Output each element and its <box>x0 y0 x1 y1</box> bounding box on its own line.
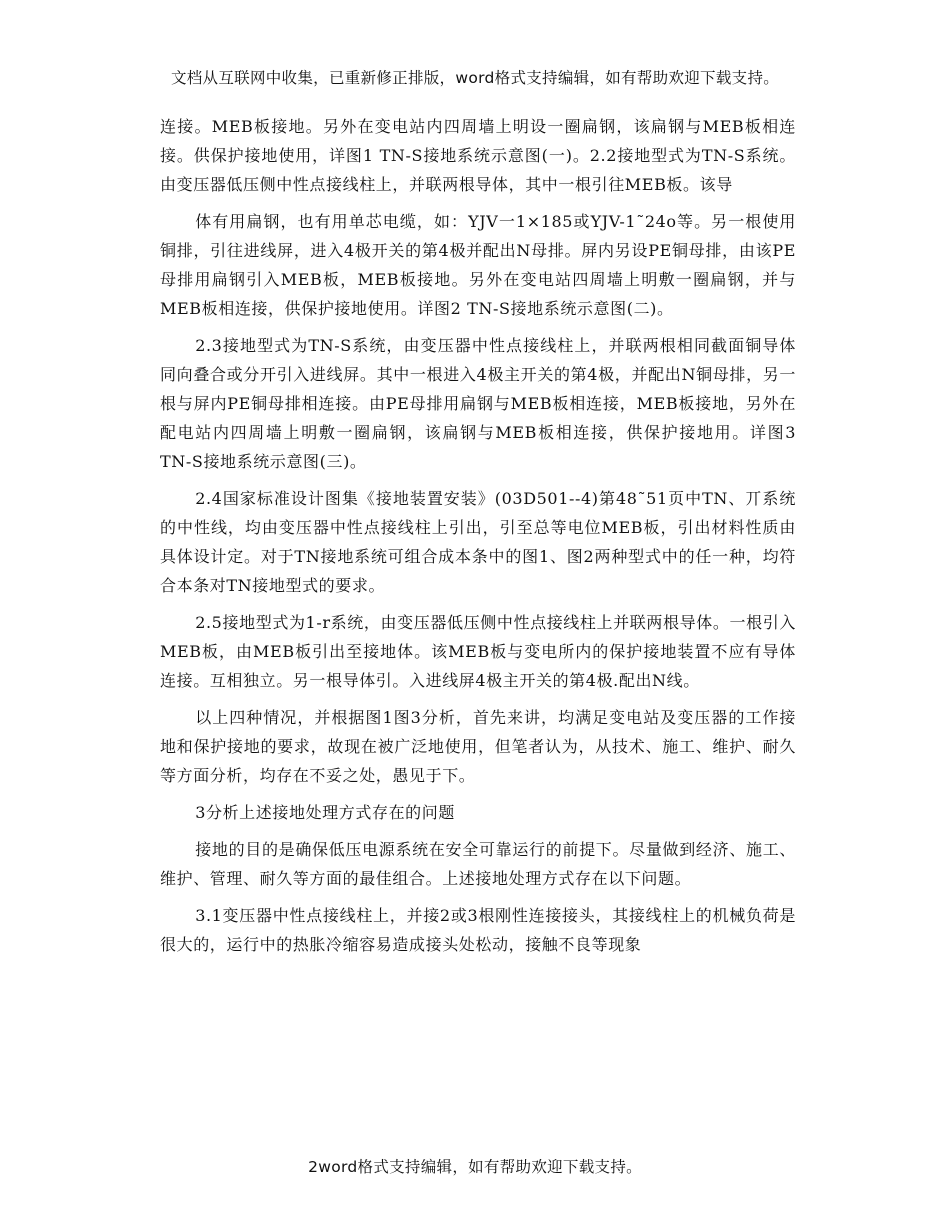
page-footer: 2word格式支持编辑，如有帮助欢迎下载支持。 <box>308 1158 642 1176</box>
paragraph-1: 连接。MEB板接地。另外在变电站内四周墙上明设一圈扁钢，该扁钢与MEB板相连接。供保护接地使用，详图1 TN-S接地系统示意图(一)。2.2接地型式为TN-S系统。由变压器低压侧中性点接线柱上，并联两根导体，其中一根引往MEB板。该导 <box>160 117 796 194</box>
paragraph-5: 2.5接地型式为1-r系统，由变压器低压侧中性点接线柱上并联两根导体。一根引入MEB板，由MEB板引出至接地体。该MEB板与变电所内的保护接地装置不应有导体连接。互相独立。另一根导体引。入进线屏4极主开关的第4极.配出N线。 <box>160 613 796 690</box>
section-heading: 3分析上述接地处理方式存在的问题 <box>195 803 455 822</box>
paragraph-2: 体有用扁钢，也有用单芯电缆，如：YJV一1×185或YJV-1˜24o等。另一根使用铜排，引往进线屏，进入4极开关的第4极并配出N母排。屏内另设PE铜母排，由该PE母排用扁钢引入MEB板，MEB板接地。另外在变电站四周墙上明敷一圈扁钢，并与MEB板相连接，供保护接地使用。详图2 TN-S接地系统示意图(二)。 <box>160 212 796 318</box>
page-header: 文档从互联网中收集，已重新修正排版，word格式支持编辑，如有帮助欢迎下载支持。 <box>170 69 780 87</box>
paragraph-4: 2.4国家标准设计图集《接地装置安装》(03D501--4)第48˜51页中TN、丌系统的中性线，均由变压器中性点接线柱上引出，引至总等电位MEB板，引出材料性质由具体设计定。对于TN接地系统可组合成本条中的图1、图2两种型式中的任一种，均符合本条对TN接地型式的要求。 <box>160 489 796 595</box>
body-text <box>160 112 796 967</box>
paragraph-3: 2.3接地型式为TN-S系统，由变压器中性点接线柱上，并联两根相同截面铜导体同向叠合或分开引入进线屏。其中一根进入4极主开关的第4极，并配出N铜母排，另一根与屏内PE铜母排相连接。由PE母排用扁钢与MEB板相连接，MEB板接地，另外在配电站内四周墙上明敷一圈扁钢，该扁钢与MEB板相连接，供保护接地用。详图3 TN-S接地系统示意图(三)。 <box>160 336 796 471</box>
paragraph-8: 3.1变压器中性点接线柱上，并接2或3根刚性连接接头，其接线柱上的机械负荷是很大的，运行中的热胀冷缩容易造成接头处松动，接触不良等现象 <box>160 906 796 954</box>
paragraph-6: 以上四种情况，并根据图1图3分析，首先来讲，均满足变电站及变压器的工作接地和保护接地的要求，故现在被广泛地使用，但笔者认为，从技术、施工、维护、耐久等方面分析，均存在不妥之处，愚见于下。 <box>160 708 796 785</box>
paragraph-7: 接地的目的是确保低压电源系统在安全可靠运行的前提下。尽量做到经济、施工、维护、管理、耐久等方面的最佳组合。上述接地处理方式存在以下问题。 <box>160 840 796 888</box>
